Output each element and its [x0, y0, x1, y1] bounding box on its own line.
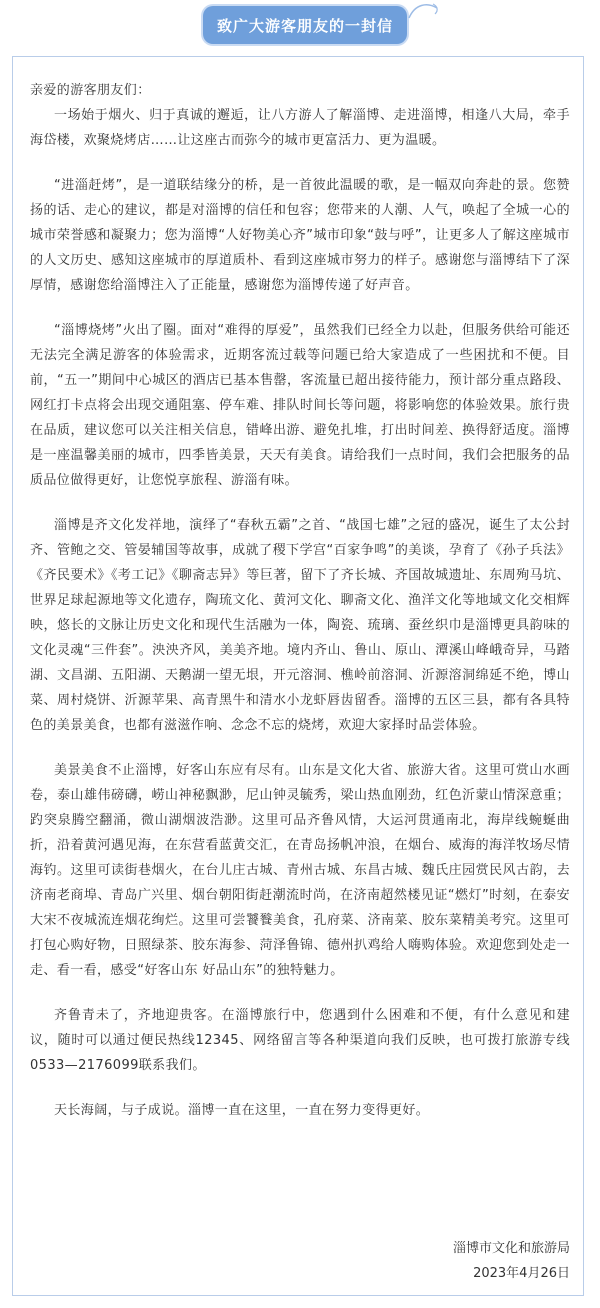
paragraph-1: 一场始于烟火、归于真诚的邂逅，让八方游人了解淄博、走进淄博，相逢八大局，牵手海岱楼，欢聚烧烤店……让这座古而弥今的城市更富活力、更为温暖。 — [30, 108, 570, 148]
signature-org: 淄博市文化和旅游局 — [452, 1241, 570, 1256]
signature-date: 2023年4月26日 — [473, 1266, 570, 1281]
signature-block — [270, 1236, 570, 1286]
paragraph-2: “进淄赶烤”，是一道联结缘分的桥，是一首彼此温暖的歌，是一幅双向奔赴的景。您赞扬的话、走心的建议，都是对淄博的信任和包容；您带来的人潮、人气，唤起了全城一心的城市荣誉感和凝聚力；您为淄博“人好物美心齐”城市印象“鼓与呼”，让更多人了解这座城市的人文历史、感知这座城市的厚道质朴、看到这座城市努力的样子。感谢您与淄博结下了深厚情，感谢您给淄博注入了正能量，感谢您为淄博传递了好声音。 — [30, 178, 570, 293]
paragraph-5: 美景美食不止淄博，好客山东应有尽有。山东是文化大省、旅游大省。这里可赏山水画卷，泰山雄伟磅礴，崂山神秘飘渺，尼山钟灵毓秀，梁山热血刚劲，红色沂蒙山情深意重；趵突泉腾空翻涌，微山湖烟波浩渺。这里可品齐鲁风情，大运河贯通南北，海岸线蜿蜒曲折，沿着黄河遇见海，在东营看蓝黄交汇，在青岛扬帆冲浪，在烟台、威海的海洋牧场尽情海钓。这里可读街巷烟火，在台儿庄古城、青州古城、东昌古城、魏氏庄园赏民风古韵，去济南老商埠、青岛广兴里、烟台朝阳街赶潮流时尚，在济南超然楼见证“燃灯”时刻，在泰安大宋不夜城流连烟花绚烂。这里可尝饕餮美食，孔府菜、济南菜、胶东菜精美考究。这里可打包心购好物，日照绿茶、胶东海参、菏泽鲁锦、德州扒鸡给人嗨购体验。欢迎您到处走一走、看一看，感受“好客山东 好品山东”的独特魅力。 — [30, 763, 570, 978]
title-header — [0, 0, 600, 56]
decorative-swirl-icon — [405, 0, 441, 20]
paragraph-7: 天长海阔，与子成说。淄博一直在这里，一直在努力变得更好。 — [54, 1103, 430, 1118]
paragraph-4: 淄博是齐文化发祥地，演绎了“春秋五霸”之首、“战国七雄”之冠的盛况，诞生了太公封齐、管鲍之交、管晏辅国等故事，成就了稷下学宫“百家争鸣”的美谈，孕育了《孙子兵法》《齐民要术》《考工记》《聊斋志异》等巨著，留下了齐长城、齐国故城遗址、东周殉马坑、世界足球起源地等文化遗存，陶琉文化、黄河文化、聊斋文化、渔洋文化等地域文化交相辉映，悠长的文脉让历史文化和现代生活融为一体，陶瓷、琉璃、蚕丝织巾是淄博更具韵味的文化灵魂“三件套”。泱泱齐风，美美齐地。境内齐山、鲁山、原山、潭溪山峰峨奇异，马踏湖、文昌湖、五阳湖、天鹅湖一望无垠，开元溶洞、樵岭前溶洞、沂源溶洞绵延不绝，博山菜、周村烧饼、沂源苹果、高青黑牛和清水小龙虾唇齿留香。淄博的五区三县，都有各具特色的美景美食，也都有滋滋作响、念念不忘的烧烤，欢迎大家择时品尝体验。 — [30, 518, 570, 733]
letter-body — [30, 78, 570, 1123]
paragraph-3: “淄博烧烤”火出了圈。面对“难得的厚爱”，虽然我们已经全力以赴，但服务供给可能还无法完全满足游客的体验需求，近期客流过载等问题已给大家造成了一些困扰和不便。目前，“五一”期间中心城区的酒店已基本售罄，客流量已超出接待能力，预计部分重点路段、网红打卡点将会出现交通阻塞、停车难、排队时间长等问题，将影响您的体验效果。旅行贵在品质，建议您可以关注相关信息，错峰出游、避免扎堆，打出时间差、换得舒适度。淄博是一座温馨美丽的城市，四季皆美景，天天有美食。请给我们一点时间，我们会把服务的品质品位做得更好，让您悦享旅程、游淄有味。 — [30, 323, 570, 488]
page-title: 致广大游客朋友的一封信 — [216, 16, 393, 35]
paragraph-6: 齐鲁青未了，齐地迎贵客。在淄博旅行中，您遇到什么困难和不便，有什么意见和建议，随时可以通过便民热线12345、网络留言等各种渠道向我们反映，也可拨打旅游专线0533—2176099联系我们。 — [30, 1008, 570, 1073]
salutation: 亲爱的游客朋友们： — [30, 83, 151, 98]
title-banner — [203, 6, 407, 44]
